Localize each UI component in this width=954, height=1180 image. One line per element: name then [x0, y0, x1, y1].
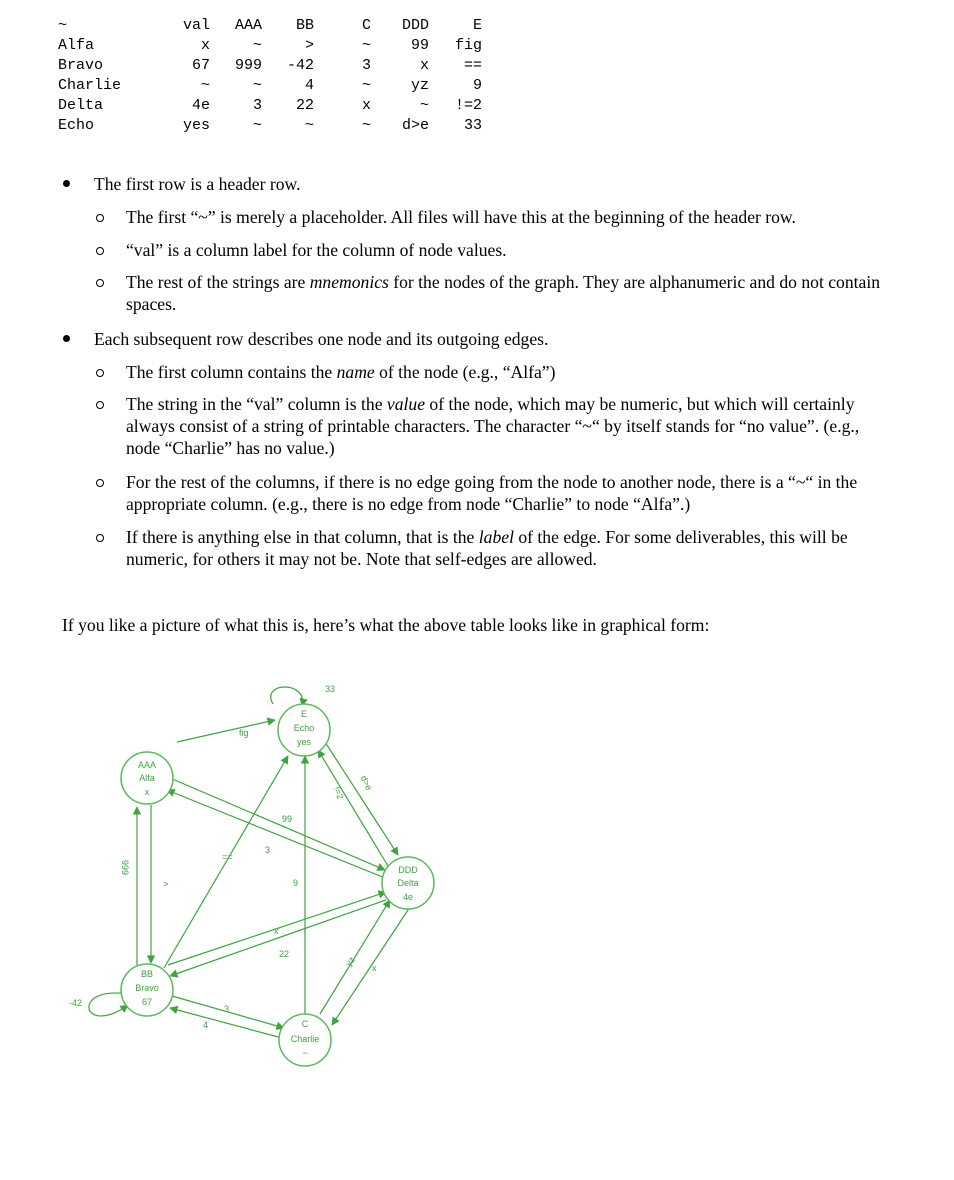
table-cell-name: Delta [58, 97, 104, 114]
table-cell: ~ [252, 117, 262, 134]
node-value: yes [296, 737, 312, 747]
edge-label-delta-alfa: 3 [265, 845, 271, 855]
table-header-cell: C [361, 17, 371, 34]
table-cell: x [419, 57, 429, 74]
table-header-cell: E [472, 17, 482, 34]
table-cell: ~ [361, 77, 371, 94]
graph-diagram [50, 660, 510, 1080]
sub-bullet-circle [96, 279, 104, 287]
sub-bullet-circle [96, 479, 104, 487]
sub-bullet-item: The first “~” is merely a placeholder. All files will have this at the beginning of the header row. [126, 207, 796, 227]
table-cell: x [361, 97, 371, 114]
table-row [58, 56, 482, 76]
table-cell: 3 [252, 97, 262, 114]
table-cell: ~ [361, 37, 371, 54]
edge-label-charlie-delta: yz [343, 955, 357, 969]
edge-label-delta-charlie: x [372, 963, 377, 973]
edge-label-bravo-echo: == [222, 852, 233, 862]
node-name: Delta [397, 878, 419, 888]
table-header-cell: val [182, 17, 210, 34]
table-row [58, 36, 482, 56]
sub-bullet-item: The string in the “val” column is the value of the node, which may be numeric, but which will certainly always consist of a string of printable characters. The character “~“ by itself stands for “no value”. (e.g., node “Charlie” has no value.) [126, 394, 860, 458]
edge-alfa-echo [177, 720, 275, 742]
sub-bullet-item: “val” is a column label for the column of node values. [126, 240, 507, 260]
table-header-placeholder: ~ [58, 17, 68, 34]
table-cell: yes [182, 117, 210, 134]
edge-label-self-bravo: -42 [69, 998, 83, 1008]
table-cell-name: Charlie [58, 77, 122, 94]
node-bravo [121, 964, 173, 1016]
node-echo [278, 704, 330, 756]
edge-label-charlie-echo: 9 [293, 878, 299, 888]
table-row [58, 116, 482, 136]
edge-label-echo-delta: d>e [358, 773, 375, 792]
bullet-item: The first row is a header row. [94, 174, 301, 194]
table-header-cell: BB [295, 17, 314, 34]
node-name: Echo [293, 723, 315, 733]
edge-label-bravo-alfa: 999 [120, 860, 130, 876]
table-cell: 9 [472, 77, 482, 94]
table-cell-name: Bravo [58, 57, 104, 74]
table-cell: d>e [401, 117, 429, 134]
sub-bullet-circle [96, 214, 104, 222]
edge-delta-echo [318, 750, 388, 866]
edge-label-self-echo: 33 [325, 684, 336, 694]
table-cell: 3 [361, 57, 371, 74]
graph-intro-text: If you like a picture of what this is, here’s what the above table looks like in graphical form: [62, 615, 710, 635]
node-charlie [279, 1014, 331, 1066]
edge-label-alfa-bravo: > [163, 879, 169, 889]
edge-labels [69, 684, 377, 1030]
table-cell: ~ [252, 77, 262, 94]
table-cell: 4e [191, 97, 210, 114]
table-cell: > [304, 37, 314, 54]
sub-bullet-item: The rest of the strings are mnemonics for the nodes of the graph. They are alphanumeric and do not contain spaces. [126, 272, 881, 314]
table-cell: ~ [361, 117, 371, 134]
sub-bullet-item: The first column contains the name of the node (e.g., “Alfa”) [126, 362, 556, 382]
sub-bullet-circle [96, 247, 104, 255]
table-cell: 99 [410, 37, 429, 54]
edge-delta-alfa [167, 790, 385, 878]
table-cell: 4 [304, 77, 314, 94]
edge-charlie-delta [320, 900, 390, 1014]
node-value: 4e [402, 892, 414, 902]
node-value: ~ [302, 1048, 308, 1058]
table-cell: ~ [200, 77, 210, 94]
table-cell-name: Echo [58, 117, 95, 134]
table-cell: -42 [286, 57, 314, 74]
table-cell: 999 [234, 57, 262, 74]
node-mnemonic: C [301, 1019, 309, 1029]
node-delta [382, 857, 434, 909]
edge-label-charlie-bravo: 4 [203, 1020, 209, 1030]
table-cell: fig [454, 37, 482, 54]
bullet-dot [63, 335, 70, 342]
edge-echo-self [271, 687, 303, 706]
table-cell-name: Alfa [58, 37, 95, 54]
edge-alfa-delta [170, 778, 385, 870]
table-cell: 33 [463, 117, 482, 134]
table-cell: ~ [419, 97, 429, 114]
table-header-cell: AAA [234, 17, 262, 34]
node-alfa [121, 752, 173, 804]
sub-bullet-circle [96, 369, 104, 377]
node-mnemonic: AAA [137, 760, 157, 770]
bullet-dot [63, 180, 70, 187]
table-cell: yz [410, 77, 429, 94]
table-header-cell: DDD [401, 17, 429, 34]
node-name: Alfa [139, 773, 155, 783]
node-mnemonic: DDD [398, 865, 418, 875]
table-header-row [58, 16, 482, 36]
bullet-item: Each subsequent row describes one node and its outgoing edges. [94, 329, 549, 349]
node-name: Bravo [135, 983, 159, 993]
sub-bullet-item: If there is anything else in that column, that is the label of the edge. For some deliverables, this will be numeric, for others it may not be. Note that self-edges are allowed. [126, 527, 848, 569]
node-mnemonic: BB [140, 969, 154, 979]
edge-label-alfa-delta: 99 [282, 814, 293, 824]
table-cell: == [463, 57, 482, 74]
table-cell: ~ [252, 37, 262, 54]
table-cell: x [200, 37, 210, 54]
sub-bullet-item: For the rest of the columns, if there is no edge going from the node to another node, there is a “~“ in the appropriate column. (e.g., there is no edge from node “Charlie” to node “Alfa”.) [126, 472, 858, 514]
table-row [58, 96, 482, 116]
sub-bullet-circle [96, 534, 104, 542]
node-value: 67 [141, 997, 153, 1007]
edge-label-delta-echo: !=2 [331, 785, 346, 801]
node-value: x [144, 787, 150, 797]
table-cell: 22 [295, 97, 314, 114]
edge-label-delta-bravo: 22 [279, 949, 290, 959]
table-cell: 67 [191, 57, 210, 74]
table-cell: ~ [304, 117, 314, 134]
node-mnemonic: E [300, 709, 308, 719]
node-name: Charlie [290, 1034, 320, 1044]
edge-bravo-echo [164, 756, 288, 968]
graph-input-table [58, 16, 482, 136]
table-cell: !=2 [454, 97, 482, 114]
edge-label-bravo-delta: x [274, 926, 279, 936]
table-row [58, 76, 482, 96]
sub-bullet-circle [96, 401, 104, 409]
edge-label-bravo-charlie: 3 [224, 1004, 230, 1014]
edge-label-fig: fig [239, 728, 249, 738]
